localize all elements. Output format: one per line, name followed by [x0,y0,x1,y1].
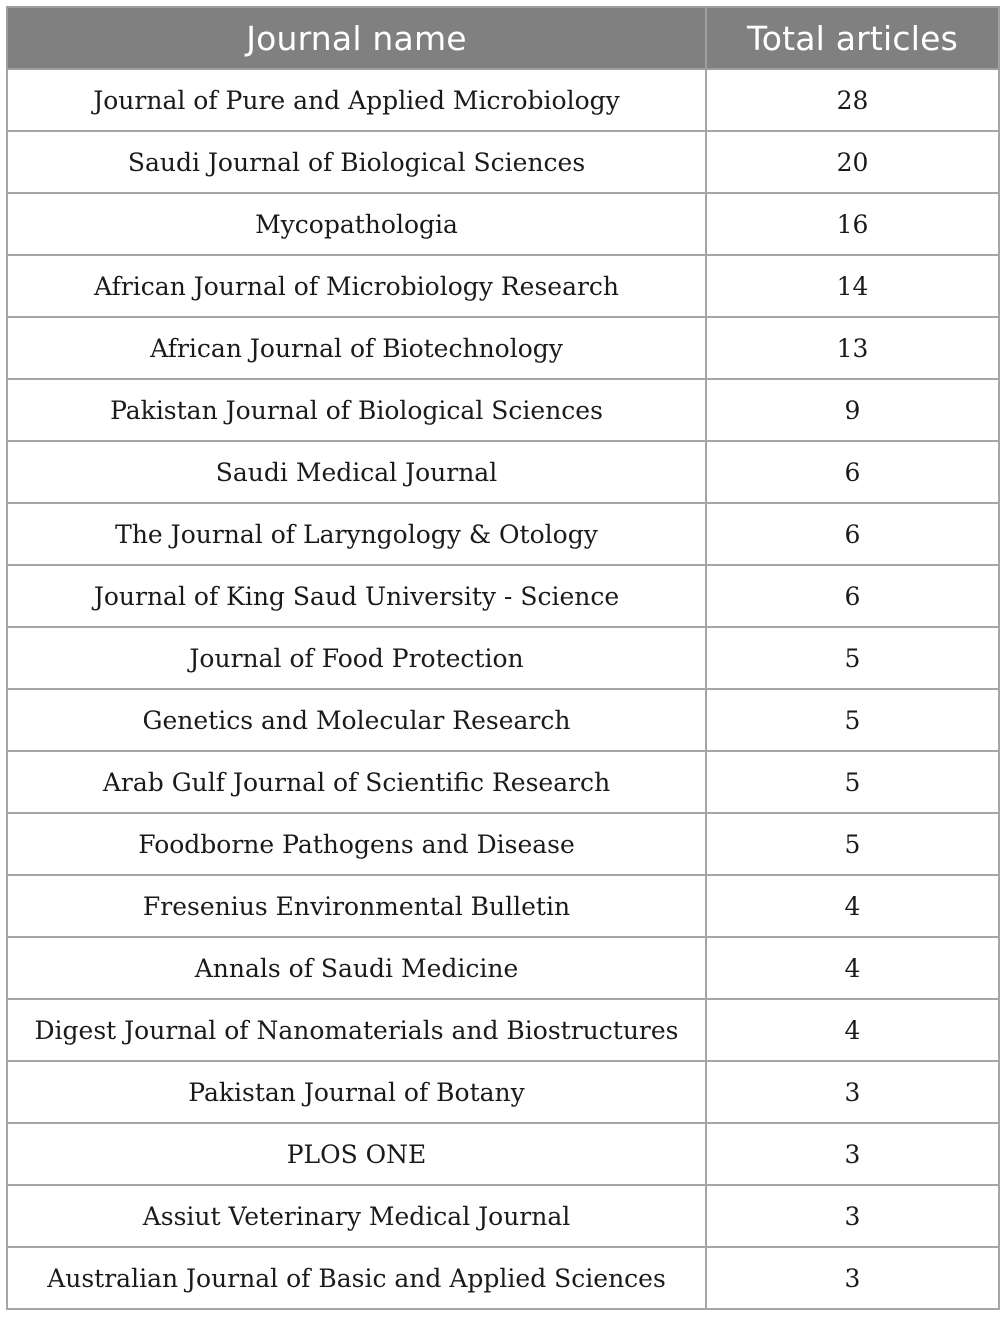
journal-name-cell: Saudi Medical Journal [7,441,706,503]
total-articles-cell: 4 [706,937,999,999]
table-row [7,69,999,131]
journal-name-cell: Journal of Pure and Applied Microbiology [7,69,706,131]
total-articles-cell: 5 [706,751,999,813]
table-row [7,503,999,565]
total-articles-cell: 5 [706,627,999,689]
table-row [7,627,999,689]
total-articles-cell: 3 [706,1123,999,1185]
total-articles-cell: 4 [706,875,999,937]
total-articles-cell: 13 [706,317,999,379]
column-header-total-articles: Total articles [706,7,999,69]
journal-name-cell: Mycopathologia [7,193,706,255]
table-row [7,317,999,379]
column-header-journal-name: Journal name [7,7,706,69]
table-row [7,255,999,317]
journal-name-cell: Foodborne Pathogens and Disease [7,813,706,875]
total-articles-cell: 3 [706,1061,999,1123]
journal-name-cell: The Journal of Laryngology & Otology [7,503,706,565]
total-articles-cell: 16 [706,193,999,255]
table-row [7,689,999,751]
table-body [7,69,999,1309]
journal-name-cell: Pakistan Journal of Biological Sciences [7,379,706,441]
total-articles-cell: 9 [706,379,999,441]
table-header [7,7,999,69]
journal-name-cell: PLOS ONE [7,1123,706,1185]
total-articles-cell: 6 [706,565,999,627]
table-row [7,193,999,255]
total-articles-cell: 6 [706,441,999,503]
journal-name-cell: Digest Journal of Nanomaterials and Biostructures [7,999,706,1061]
total-articles-cell: 4 [706,999,999,1061]
table-row [7,441,999,503]
journal-name-cell: Arab Gulf Journal of Scientific Research [7,751,706,813]
total-articles-cell: 14 [706,255,999,317]
journal-name-cell: Annals of Saudi Medicine [7,937,706,999]
journal-name-cell: Journal of Food Protection [7,627,706,689]
journal-name-cell: Genetics and Molecular Research [7,689,706,751]
total-articles-cell: 5 [706,813,999,875]
total-articles-cell: 3 [706,1247,999,1309]
journal-name-cell: African Journal of Biotechnology [7,317,706,379]
journal-name-cell: Saudi Journal of Biological Sciences [7,131,706,193]
table-row [7,813,999,875]
total-articles-cell: 28 [706,69,999,131]
journal-name-cell: Assiut Veterinary Medical Journal [7,1185,706,1247]
table-row [7,1185,999,1247]
table-row [7,999,999,1061]
table-row [7,1247,999,1309]
journal-name-cell: Pakistan Journal of Botany [7,1061,706,1123]
total-articles-cell: 5 [706,689,999,751]
total-articles-cell: 6 [706,503,999,565]
table-row [7,565,999,627]
total-articles-cell: 3 [706,1185,999,1247]
table-row [7,751,999,813]
table-row [7,131,999,193]
table-row [7,875,999,937]
header-row [7,7,999,69]
table-row [7,1061,999,1123]
journal-name-cell: Journal of King Saud University - Science [7,565,706,627]
table-row [7,1123,999,1185]
journal-name-cell: African Journal of Microbiology Research [7,255,706,317]
table-row [7,379,999,441]
total-articles-cell: 20 [706,131,999,193]
journal-articles-table [6,6,1000,1310]
journal-name-cell: Fresenius Environmental Bulletin [7,875,706,937]
table-row [7,937,999,999]
journal-name-cell: Australian Journal of Basic and Applied Sciences [7,1247,706,1309]
